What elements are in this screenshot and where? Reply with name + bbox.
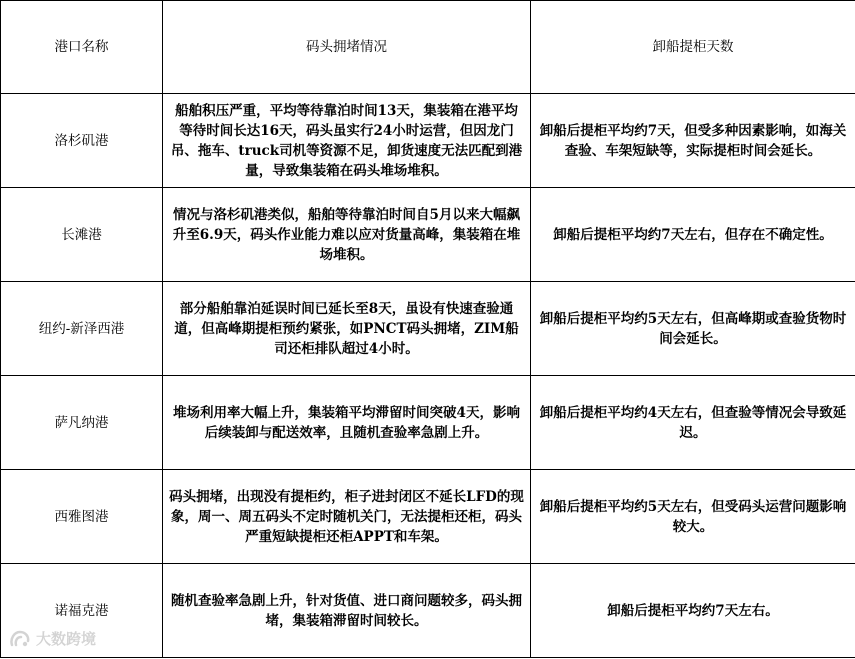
header-congestion: 码头拥堵情况 bbox=[163, 1, 531, 94]
pickup-days-text: 卸船后提柜平均约5天左右，但受码头运营问题影响较大。 bbox=[539, 498, 847, 535]
pickup-days-cell bbox=[531, 94, 855, 188]
table-row bbox=[1, 470, 855, 564]
watermark-text: 大数跨境 bbox=[36, 630, 97, 648]
pickup-days-cell bbox=[531, 282, 855, 376]
pickup-days-cell bbox=[531, 376, 855, 470]
table-row bbox=[1, 282, 855, 376]
header-port-name: 港口名称 bbox=[1, 1, 163, 94]
congestion-cell bbox=[163, 282, 531, 376]
congestion-text: 部分船舶靠泊延误时间已延长至8天，虽设有快速查验通道，但高峰期提柜预约紧张，如PNCT码头拥堵，ZIM船司还柜排队超过4小时。 bbox=[174, 300, 519, 357]
pickup-days-text: 卸船后提柜平均约5天左右，但高峰期或查验货物时间会延长。 bbox=[539, 310, 847, 347]
table-row bbox=[1, 376, 855, 470]
congestion-cell bbox=[163, 94, 531, 188]
port-name-cell: 萨凡纳港 bbox=[1, 376, 163, 470]
congestion-text: 情况与洛杉矶港类似，船舶等待靠泊时间自5月以来大幅飙升至6.9天，码头作业能力难以应对货量高峰，集装箱在堆场堆积。 bbox=[172, 206, 521, 263]
port-name-cell: 西雅图港 bbox=[1, 470, 163, 564]
header-pickup-days: 卸船提柜天数 bbox=[531, 1, 855, 94]
congestion-cell bbox=[163, 470, 531, 564]
port-name-cell: 诺福克港 bbox=[1, 564, 163, 658]
pickup-days-cell bbox=[531, 188, 855, 282]
port-name-cell: 洛杉矶港 bbox=[1, 94, 163, 188]
pickup-days-text: 卸船后提柜平均约7天左右。 bbox=[607, 602, 779, 619]
port-name-cell: 长滩港 bbox=[1, 188, 163, 282]
pickup-days-text: 卸船后提柜平均约4天左右，但查验等情况会导致延迟。 bbox=[539, 404, 847, 441]
port-name-cell: 纽约-新泽西港 bbox=[1, 282, 163, 376]
congestion-cell bbox=[163, 376, 531, 470]
congestion-cell bbox=[163, 188, 531, 282]
table-row bbox=[1, 94, 855, 188]
pickup-days-text: 卸船后提柜平均约7天左右，但存在不确定性。 bbox=[553, 226, 833, 243]
table-header-row bbox=[1, 1, 855, 94]
pickup-days-cell bbox=[531, 470, 855, 564]
congestion-text: 堆场利用率大幅上升，集装箱平均滞留时间突破4天，影响后续装卸与配送效率，且随机查验率急剧上升。 bbox=[173, 404, 520, 441]
congestion-text: 随机查验率急剧上升，针对货值、进口商问题较多，码头拥堵，集装箱滞留时间较长。 bbox=[171, 592, 522, 629]
table-row bbox=[1, 564, 855, 658]
congestion-text: 码头拥堵，出现没有提柜约，柜子进封闭区不延长LFD的现象，周一、周五码头不定时随机关门，无法提柜还柜，码头严重短缺提柜还柜APPT和车架。 bbox=[169, 488, 524, 545]
table-row bbox=[1, 188, 855, 282]
pickup-days-text: 卸船后提柜平均约7天，但受多种因素影响，如海关查验、车架短缺等，实际提柜时间会延长。 bbox=[539, 122, 847, 159]
pickup-days-cell bbox=[531, 564, 855, 658]
congestion-cell bbox=[163, 564, 531, 658]
congestion-text: 船舶积压严重，平均等待靠泊时间13天，集装箱在港平均等待时间长达16天，码头虽实行24小时运营，但因龙门吊、拖车、truck司机等资源不足，卸货速度无法匹配到港量，导致集装箱在码头堆场堆积。 bbox=[170, 102, 523, 179]
